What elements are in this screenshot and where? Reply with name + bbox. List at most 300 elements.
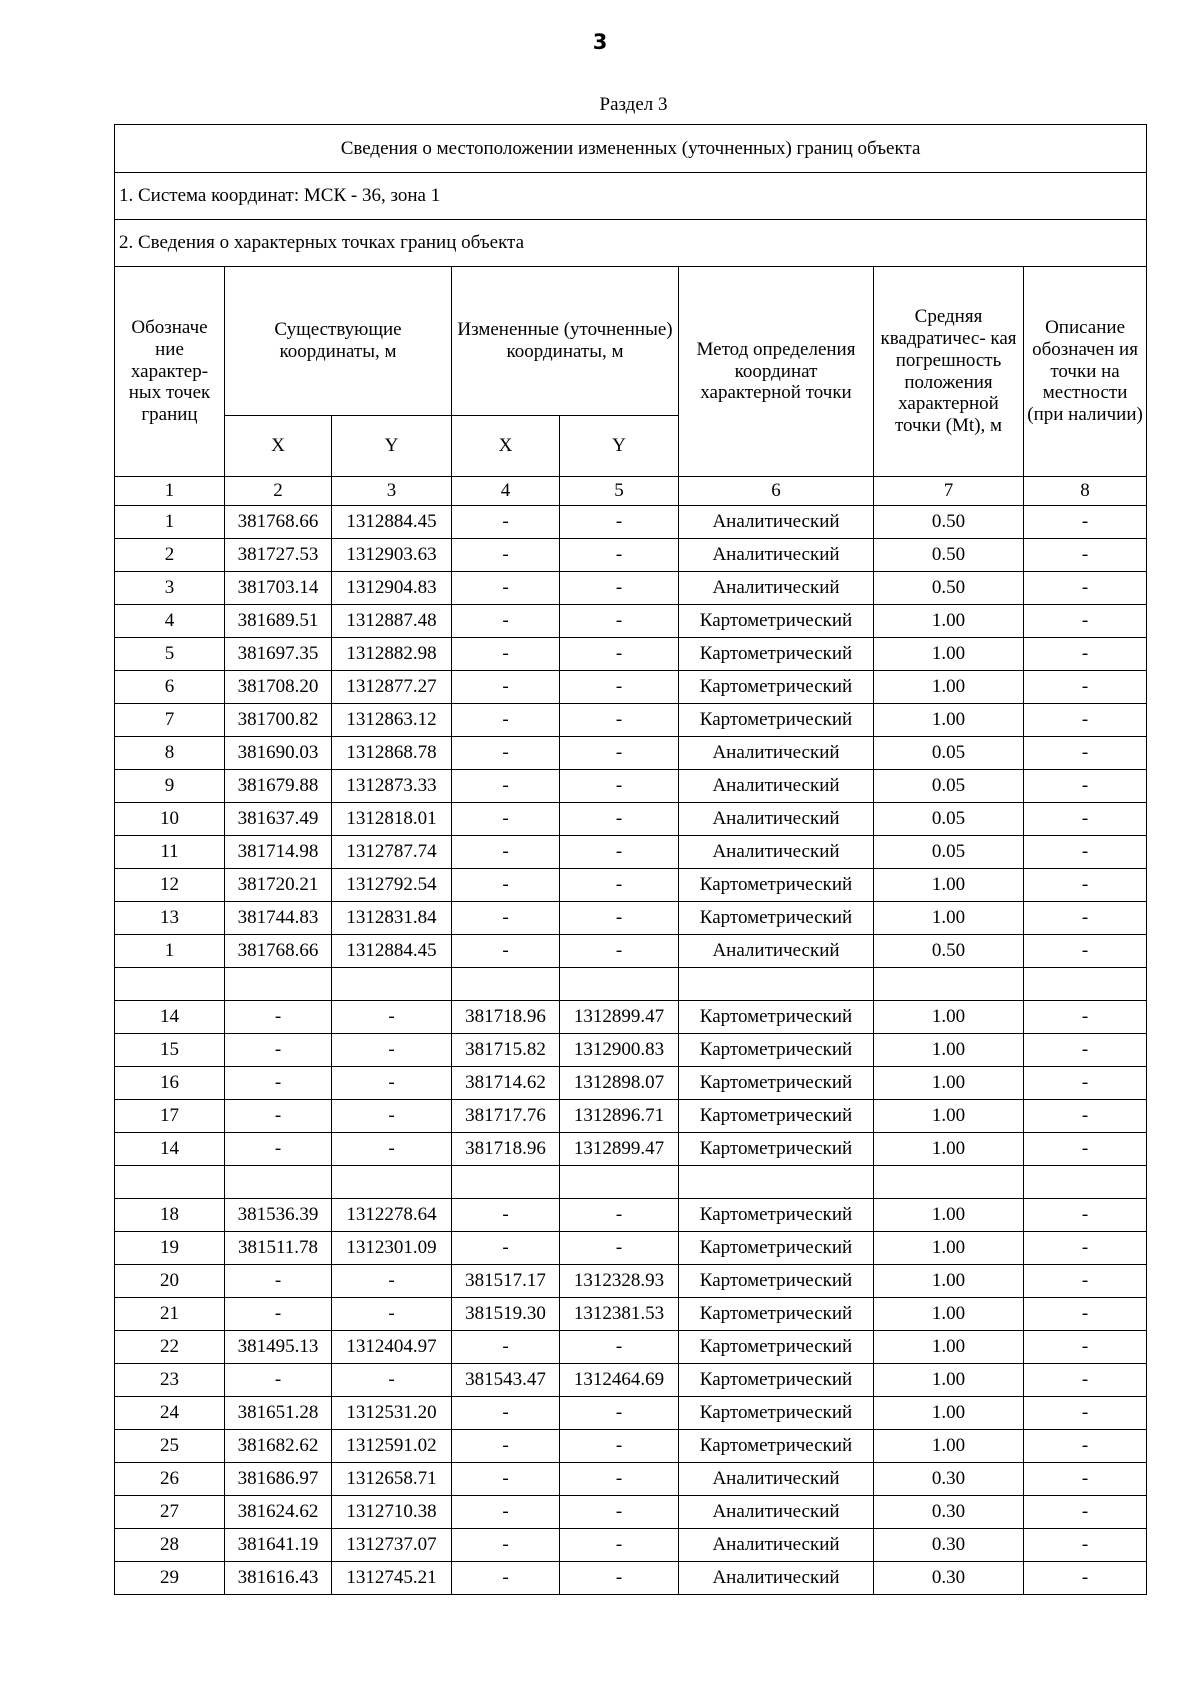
table-row bbox=[115, 1562, 1147, 1595]
existing-x: 381700.82 bbox=[225, 704, 332, 737]
existing-y: - bbox=[332, 1265, 452, 1298]
point-description: - bbox=[1024, 1397, 1147, 1430]
changed-x: - bbox=[452, 1529, 560, 1562]
method: Аналитический bbox=[679, 836, 874, 869]
method: Картометрический bbox=[679, 902, 874, 935]
point-description: - bbox=[1024, 1199, 1147, 1232]
changed-x: 381715.82 bbox=[452, 1034, 560, 1067]
existing-y: 1312882.98 bbox=[332, 638, 452, 671]
existing-y: 1312737.07 bbox=[332, 1529, 452, 1562]
existing-y: 1312531.20 bbox=[332, 1397, 452, 1430]
method: Картометрический bbox=[679, 1397, 874, 1430]
table-row bbox=[115, 1430, 1147, 1463]
point-description: - bbox=[1024, 1232, 1147, 1265]
mean-error: 0.30 bbox=[874, 1463, 1024, 1496]
method: Аналитический bbox=[679, 1463, 874, 1496]
header-existing-x: X bbox=[225, 416, 332, 477]
changed-x: 381517.17 bbox=[452, 1265, 560, 1298]
header-changed-y: Y bbox=[560, 416, 679, 477]
changed-y: 1312896.71 bbox=[560, 1100, 679, 1133]
table-row bbox=[115, 1034, 1147, 1067]
method: Аналитический bbox=[679, 539, 874, 572]
point-description: - bbox=[1024, 1034, 1147, 1067]
table-row bbox=[115, 1100, 1147, 1133]
point-designation: 4 bbox=[115, 605, 225, 638]
changed-y: - bbox=[560, 1397, 679, 1430]
mean-error: 1.00 bbox=[874, 1397, 1024, 1430]
mean-error: 1.00 bbox=[874, 704, 1024, 737]
point-designation bbox=[115, 1166, 225, 1199]
existing-x: 381682.62 bbox=[225, 1430, 332, 1463]
changed-y: - bbox=[560, 1430, 679, 1463]
column-number: 7 bbox=[874, 477, 1024, 506]
changed-x: - bbox=[452, 638, 560, 671]
changed-y: 1312900.83 bbox=[560, 1034, 679, 1067]
mean-error: 1.00 bbox=[874, 1430, 1024, 1463]
existing-x: 381727.53 bbox=[225, 539, 332, 572]
existing-y: 1312831.84 bbox=[332, 902, 452, 935]
changed-x: - bbox=[452, 770, 560, 803]
point-designation: 27 bbox=[115, 1496, 225, 1529]
coordinate-system: 1. Система координат: МСК - 36, зона 1 bbox=[115, 173, 1147, 220]
existing-y: 1312903.63 bbox=[332, 539, 452, 572]
existing-y: - bbox=[332, 1034, 452, 1067]
point-description: - bbox=[1024, 539, 1147, 572]
mean-error: 1.00 bbox=[874, 1001, 1024, 1034]
point-designation: 16 bbox=[115, 1067, 225, 1100]
existing-x bbox=[225, 1166, 332, 1199]
point-description: - bbox=[1024, 1430, 1147, 1463]
changed-x: - bbox=[452, 704, 560, 737]
existing-y: 1312658.71 bbox=[332, 1463, 452, 1496]
point-description bbox=[1024, 1166, 1147, 1199]
changed-y: - bbox=[560, 1463, 679, 1496]
changed-y: - bbox=[560, 803, 679, 836]
mean-error: 1.00 bbox=[874, 1364, 1024, 1397]
changed-x: - bbox=[452, 803, 560, 836]
point-designation: 10 bbox=[115, 803, 225, 836]
changed-x: 381718.96 bbox=[452, 1133, 560, 1166]
table-row bbox=[115, 1133, 1147, 1166]
changed-x: - bbox=[452, 869, 560, 902]
changed-y: - bbox=[560, 605, 679, 638]
point-description: - bbox=[1024, 1298, 1147, 1331]
existing-x: - bbox=[225, 1067, 332, 1100]
method: Аналитический bbox=[679, 506, 874, 539]
point-designation: 15 bbox=[115, 1034, 225, 1067]
header-description: Описание обозначен ия точки на местности (при наличии) bbox=[1024, 267, 1147, 477]
existing-x: 381768.66 bbox=[225, 935, 332, 968]
existing-y: 1312818.01 bbox=[332, 803, 452, 836]
mean-error: 1.00 bbox=[874, 671, 1024, 704]
changed-y: - bbox=[560, 572, 679, 605]
column-numbers-row bbox=[115, 477, 1147, 506]
existing-x: 381495.13 bbox=[225, 1331, 332, 1364]
existing-y: 1312887.48 bbox=[332, 605, 452, 638]
column-number: 6 bbox=[679, 477, 874, 506]
point-designation: 7 bbox=[115, 704, 225, 737]
changed-x: - bbox=[452, 737, 560, 770]
changed-x: - bbox=[452, 902, 560, 935]
existing-y bbox=[332, 968, 452, 1001]
existing-y: 1312863.12 bbox=[332, 704, 452, 737]
page-number: 3 bbox=[592, 30, 608, 54]
changed-x: - bbox=[452, 572, 560, 605]
point-description bbox=[1024, 968, 1147, 1001]
method: Картометрический bbox=[679, 1232, 874, 1265]
changed-y: - bbox=[560, 704, 679, 737]
existing-y bbox=[332, 1166, 452, 1199]
changed-y: 1312899.47 bbox=[560, 1001, 679, 1034]
method: Картометрический bbox=[679, 1298, 874, 1331]
existing-y: 1312591.02 bbox=[332, 1430, 452, 1463]
point-description: - bbox=[1024, 1067, 1147, 1100]
method bbox=[679, 968, 874, 1001]
point-description: - bbox=[1024, 638, 1147, 671]
changed-x: 381519.30 bbox=[452, 1298, 560, 1331]
changed-y bbox=[560, 968, 679, 1001]
table-row bbox=[115, 1232, 1147, 1265]
point-description: - bbox=[1024, 1001, 1147, 1034]
table-row bbox=[115, 704, 1147, 737]
changed-x bbox=[452, 968, 560, 1001]
point-designation: 8 bbox=[115, 737, 225, 770]
method bbox=[679, 1166, 874, 1199]
point-designation: 24 bbox=[115, 1397, 225, 1430]
existing-y: 1312877.27 bbox=[332, 671, 452, 704]
column-number: 4 bbox=[452, 477, 560, 506]
table-row bbox=[115, 1529, 1147, 1562]
mean-error: 1.00 bbox=[874, 1199, 1024, 1232]
point-description: - bbox=[1024, 1331, 1147, 1364]
point-designation: 9 bbox=[115, 770, 225, 803]
changed-y: - bbox=[560, 1496, 679, 1529]
existing-x: 381616.43 bbox=[225, 1562, 332, 1595]
method: Аналитический bbox=[679, 1562, 874, 1595]
header-existing-y: Y bbox=[332, 416, 452, 477]
table-row bbox=[115, 539, 1147, 572]
changed-x: - bbox=[452, 1232, 560, 1265]
changed-y: 1312464.69 bbox=[560, 1364, 679, 1397]
header-method: Метод определения координат характерной точки bbox=[679, 267, 874, 477]
method: Аналитический bbox=[679, 770, 874, 803]
changed-y: - bbox=[560, 506, 679, 539]
changed-x: 381714.62 bbox=[452, 1067, 560, 1100]
changed-y: - bbox=[560, 737, 679, 770]
changed-y: 1312328.93 bbox=[560, 1265, 679, 1298]
table-row bbox=[115, 572, 1147, 605]
table-row bbox=[115, 869, 1147, 902]
point-designation: 3 bbox=[115, 572, 225, 605]
point-description: - bbox=[1024, 1463, 1147, 1496]
method: Картометрический bbox=[679, 671, 874, 704]
table-row bbox=[115, 1331, 1147, 1364]
method: Картометрический bbox=[679, 1034, 874, 1067]
point-description: - bbox=[1024, 935, 1147, 968]
table-row bbox=[115, 968, 1147, 1001]
point-description: - bbox=[1024, 1529, 1147, 1562]
point-designation bbox=[115, 968, 225, 1001]
method: Картометрический bbox=[679, 1265, 874, 1298]
existing-x: 381703.14 bbox=[225, 572, 332, 605]
point-designation: 28 bbox=[115, 1529, 225, 1562]
existing-y: 1312710.38 bbox=[332, 1496, 452, 1529]
method: Картометрический bbox=[679, 1199, 874, 1232]
table-row bbox=[115, 1397, 1147, 1430]
existing-x: 381689.51 bbox=[225, 605, 332, 638]
existing-x: 381624.62 bbox=[225, 1496, 332, 1529]
point-description: - bbox=[1024, 803, 1147, 836]
method: Картометрический bbox=[679, 704, 874, 737]
mean-error bbox=[874, 1166, 1024, 1199]
changed-x: 381543.47 bbox=[452, 1364, 560, 1397]
changed-y: - bbox=[560, 1232, 679, 1265]
point-designation: 19 bbox=[115, 1232, 225, 1265]
point-description: - bbox=[1024, 572, 1147, 605]
existing-x: - bbox=[225, 1364, 332, 1397]
existing-x: 381641.19 bbox=[225, 1529, 332, 1562]
changed-y: - bbox=[560, 935, 679, 968]
changed-x: - bbox=[452, 605, 560, 638]
point-description: - bbox=[1024, 671, 1147, 704]
method: Аналитический bbox=[679, 1529, 874, 1562]
mean-error: 1.00 bbox=[874, 638, 1024, 671]
changed-y: - bbox=[560, 1199, 679, 1232]
changed-x: - bbox=[452, 836, 560, 869]
point-designation: 23 bbox=[115, 1364, 225, 1397]
method: Картометрический bbox=[679, 1067, 874, 1100]
changed-y: - bbox=[560, 869, 679, 902]
method: Картометрический bbox=[679, 869, 874, 902]
mean-error: 1.00 bbox=[874, 1298, 1024, 1331]
table-row bbox=[115, 1067, 1147, 1100]
header-changed-coords: Измененные (уточненные) координаты, м bbox=[452, 267, 679, 416]
existing-y: 1312792.54 bbox=[332, 869, 452, 902]
point-designation: 14 bbox=[115, 1001, 225, 1034]
existing-x: - bbox=[225, 1034, 332, 1067]
existing-x: - bbox=[225, 1001, 332, 1034]
existing-x: 381768.66 bbox=[225, 506, 332, 539]
table-row bbox=[115, 605, 1147, 638]
changed-y: 1312381.53 bbox=[560, 1298, 679, 1331]
point-designation: 14 bbox=[115, 1133, 225, 1166]
existing-x: 381720.21 bbox=[225, 869, 332, 902]
table-row bbox=[115, 836, 1147, 869]
table-row bbox=[115, 1199, 1147, 1232]
method: Картометрический bbox=[679, 638, 874, 671]
changed-y: - bbox=[560, 1331, 679, 1364]
mean-error: 0.05 bbox=[874, 836, 1024, 869]
point-designation: 20 bbox=[115, 1265, 225, 1298]
existing-x: - bbox=[225, 1100, 332, 1133]
mean-error: 0.50 bbox=[874, 539, 1024, 572]
point-designation: 22 bbox=[115, 1331, 225, 1364]
existing-y: 1312404.97 bbox=[332, 1331, 452, 1364]
point-designation: 29 bbox=[115, 1562, 225, 1595]
method: Картометрический bbox=[679, 605, 874, 638]
mean-error: 0.05 bbox=[874, 770, 1024, 803]
point-designation: 17 bbox=[115, 1100, 225, 1133]
changed-y: 1312899.47 bbox=[560, 1133, 679, 1166]
point-description: - bbox=[1024, 1100, 1147, 1133]
method: Аналитический bbox=[679, 1496, 874, 1529]
boundary-points-table bbox=[114, 124, 1147, 1595]
method: Картометрический bbox=[679, 1430, 874, 1463]
point-description: - bbox=[1024, 1133, 1147, 1166]
existing-x: 381637.49 bbox=[225, 803, 332, 836]
existing-y: 1312787.74 bbox=[332, 836, 452, 869]
point-description: - bbox=[1024, 704, 1147, 737]
table-row bbox=[115, 1001, 1147, 1034]
method: Аналитический bbox=[679, 572, 874, 605]
existing-y: - bbox=[332, 1133, 452, 1166]
table-row bbox=[115, 671, 1147, 704]
existing-y: 1312278.64 bbox=[332, 1199, 452, 1232]
mean-error: 1.00 bbox=[874, 1034, 1024, 1067]
point-description: - bbox=[1024, 1364, 1147, 1397]
method: Картометрический bbox=[679, 1331, 874, 1364]
point-description: - bbox=[1024, 770, 1147, 803]
header-changed-x: X bbox=[452, 416, 560, 477]
changed-x: - bbox=[452, 1430, 560, 1463]
table-row bbox=[115, 803, 1147, 836]
mean-error: 0.05 bbox=[874, 737, 1024, 770]
point-designation: 21 bbox=[115, 1298, 225, 1331]
changed-x: - bbox=[452, 1397, 560, 1430]
table-row bbox=[115, 1166, 1147, 1199]
point-designation: 6 bbox=[115, 671, 225, 704]
mean-error: 1.00 bbox=[874, 902, 1024, 935]
method: Аналитический bbox=[679, 935, 874, 968]
changed-x: - bbox=[452, 1331, 560, 1364]
existing-x: - bbox=[225, 1133, 332, 1166]
changed-x: - bbox=[452, 1463, 560, 1496]
existing-y: 1312301.09 bbox=[332, 1232, 452, 1265]
mean-error: 1.00 bbox=[874, 1265, 1024, 1298]
table-row bbox=[115, 1364, 1147, 1397]
mean-error: 0.30 bbox=[874, 1562, 1024, 1595]
method: Картометрический bbox=[679, 1100, 874, 1133]
mean-error: 1.00 bbox=[874, 605, 1024, 638]
existing-y: - bbox=[332, 1298, 452, 1331]
point-description: - bbox=[1024, 506, 1147, 539]
mean-error: 0.50 bbox=[874, 572, 1024, 605]
existing-x: 381686.97 bbox=[225, 1463, 332, 1496]
mean-error: 0.50 bbox=[874, 935, 1024, 968]
point-description: - bbox=[1024, 737, 1147, 770]
table-row bbox=[115, 1496, 1147, 1529]
mean-error: 1.00 bbox=[874, 1067, 1024, 1100]
changed-x: - bbox=[452, 506, 560, 539]
mean-error: 0.05 bbox=[874, 803, 1024, 836]
mean-error: 1.00 bbox=[874, 869, 1024, 902]
header-designation: Обозначе ние характер- ных точек границ bbox=[115, 267, 225, 477]
point-designation: 2 bbox=[115, 539, 225, 572]
changed-y bbox=[560, 1166, 679, 1199]
table-row bbox=[115, 638, 1147, 671]
section-title: Раздел 3 bbox=[599, 94, 668, 115]
table-row bbox=[115, 770, 1147, 803]
mean-error: 1.00 bbox=[874, 1133, 1024, 1166]
table-row bbox=[115, 1265, 1147, 1298]
point-description: - bbox=[1024, 869, 1147, 902]
table-row bbox=[115, 737, 1147, 770]
changed-y: - bbox=[560, 770, 679, 803]
existing-y: - bbox=[332, 1364, 452, 1397]
existing-x: 381714.98 bbox=[225, 836, 332, 869]
changed-y: - bbox=[560, 1529, 679, 1562]
existing-y: 1312868.78 bbox=[332, 737, 452, 770]
point-description: - bbox=[1024, 1562, 1147, 1595]
column-number: 3 bbox=[332, 477, 452, 506]
changed-x: 381718.96 bbox=[452, 1001, 560, 1034]
method: Картометрический bbox=[679, 1001, 874, 1034]
header-existing-coords: Существующие координаты, м bbox=[225, 267, 452, 416]
changed-x: - bbox=[452, 671, 560, 704]
mean-error: 1.00 bbox=[874, 1331, 1024, 1364]
existing-x: 381536.39 bbox=[225, 1199, 332, 1232]
existing-x: - bbox=[225, 1298, 332, 1331]
changed-x: - bbox=[452, 1562, 560, 1595]
method: Аналитический bbox=[679, 737, 874, 770]
existing-x: 381651.28 bbox=[225, 1397, 332, 1430]
column-number: 2 bbox=[225, 477, 332, 506]
changed-y: - bbox=[560, 671, 679, 704]
point-designation: 5 bbox=[115, 638, 225, 671]
points-info-heading: 2. Сведения о характерных точках границ объекта bbox=[115, 220, 1147, 267]
method: Аналитический bbox=[679, 803, 874, 836]
point-description: - bbox=[1024, 605, 1147, 638]
existing-x: 381708.20 bbox=[225, 671, 332, 704]
point-description: - bbox=[1024, 902, 1147, 935]
changed-y: - bbox=[560, 638, 679, 671]
existing-y: 1312873.33 bbox=[332, 770, 452, 803]
mean-error: 1.00 bbox=[874, 1100, 1024, 1133]
point-description: - bbox=[1024, 1496, 1147, 1529]
column-number: 5 bbox=[560, 477, 679, 506]
method: Картометрический bbox=[679, 1364, 874, 1397]
changed-y: - bbox=[560, 1562, 679, 1595]
changed-x: - bbox=[452, 1496, 560, 1529]
column-number: 1 bbox=[115, 477, 225, 506]
existing-y: 1312884.45 bbox=[332, 935, 452, 968]
method: Картометрический bbox=[679, 1133, 874, 1166]
existing-y: - bbox=[332, 1100, 452, 1133]
changed-x: 381717.76 bbox=[452, 1100, 560, 1133]
mean-error bbox=[874, 968, 1024, 1001]
existing-x: 381679.88 bbox=[225, 770, 332, 803]
table-row bbox=[115, 1463, 1147, 1496]
column-number: 8 bbox=[1024, 477, 1147, 506]
table-row bbox=[115, 506, 1147, 539]
mean-error: 0.30 bbox=[874, 1529, 1024, 1562]
existing-y: - bbox=[332, 1067, 452, 1100]
point-description: - bbox=[1024, 1265, 1147, 1298]
changed-x: - bbox=[452, 539, 560, 572]
point-designation: 11 bbox=[115, 836, 225, 869]
existing-x: 381744.83 bbox=[225, 902, 332, 935]
existing-y: 1312904.83 bbox=[332, 572, 452, 605]
table-row bbox=[115, 902, 1147, 935]
mean-error: 0.30 bbox=[874, 1496, 1024, 1529]
point-designation: 18 bbox=[115, 1199, 225, 1232]
mean-error: 0.50 bbox=[874, 506, 1024, 539]
existing-y: - bbox=[332, 1001, 452, 1034]
point-designation: 12 bbox=[115, 869, 225, 902]
point-designation: 13 bbox=[115, 902, 225, 935]
changed-y: 1312898.07 bbox=[560, 1067, 679, 1100]
existing-x bbox=[225, 968, 332, 1001]
